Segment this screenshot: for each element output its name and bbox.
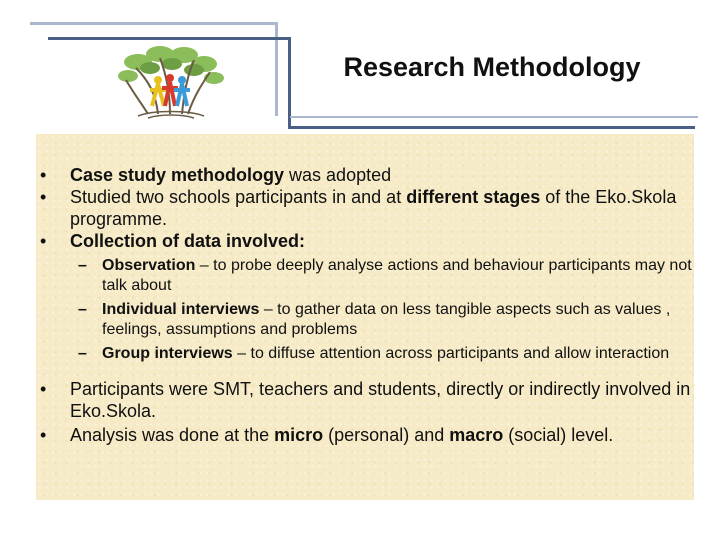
list-item bbox=[36, 424, 694, 446]
item-text: – to probe deeply analyse actions and behaviour participants may not talk about bbox=[102, 257, 692, 294]
frame-line-mid bbox=[48, 37, 290, 40]
frame-line-top bbox=[30, 22, 278, 25]
list-item bbox=[36, 230, 694, 252]
bold-text: Case study methodology bbox=[70, 165, 285, 185]
list-item bbox=[36, 164, 694, 186]
item-text: – to gather data on less tangible aspects such as values , feelings, assumptions and problems bbox=[102, 301, 671, 338]
item-text: was adopted bbox=[284, 165, 392, 185]
frame-line-bottom-light bbox=[290, 116, 698, 118]
item-text: Analysis was done at the bbox=[70, 425, 275, 445]
list-item bbox=[36, 186, 694, 230]
bullet-icon: • bbox=[40, 379, 47, 399]
item-text: (social) level. bbox=[503, 425, 614, 445]
item-text: Studied two schools participants in and at bbox=[70, 187, 407, 207]
bullet-icon: • bbox=[40, 165, 47, 185]
bullet-icon: • bbox=[40, 187, 47, 207]
logo bbox=[98, 44, 244, 120]
bold-text: macro bbox=[449, 425, 504, 445]
sub-list-item bbox=[36, 344, 694, 364]
item-text: – to diffuse attention across participants and allow interaction bbox=[232, 345, 670, 362]
sub-list-item bbox=[36, 300, 694, 340]
bullet-icon: • bbox=[40, 231, 47, 251]
frame-line-mid-vertical bbox=[288, 37, 291, 128]
dash-icon: – bbox=[78, 345, 87, 362]
bold-text: Individual interviews bbox=[102, 301, 260, 318]
bold-text: micro bbox=[274, 425, 324, 445]
bold-text: different stages bbox=[406, 187, 541, 207]
bold-text: Observation bbox=[102, 257, 196, 274]
page-title: Research Methodology bbox=[343, 52, 641, 82]
sub-list-item bbox=[36, 256, 694, 296]
content-box bbox=[36, 134, 694, 500]
bullet-icon: • bbox=[40, 425, 47, 445]
bold-text: Collection of data involved: bbox=[70, 231, 306, 251]
bullet-list bbox=[36, 164, 694, 446]
frame-line-bottom bbox=[288, 126, 695, 129]
list-item bbox=[36, 378, 694, 422]
item-text: of the Eko.Skola programme. bbox=[70, 187, 677, 229]
item-text: Participants were SMT, teachers and students, directly or indirectly involved in Eko.Skola. bbox=[70, 379, 691, 421]
dash-icon: – bbox=[78, 257, 87, 274]
tree-people-icon bbox=[98, 44, 244, 120]
sub-list bbox=[36, 256, 694, 364]
dash-icon: – bbox=[78, 301, 87, 318]
bold-text: Group interviews bbox=[102, 345, 233, 362]
item-text: (personal) and bbox=[323, 425, 450, 445]
